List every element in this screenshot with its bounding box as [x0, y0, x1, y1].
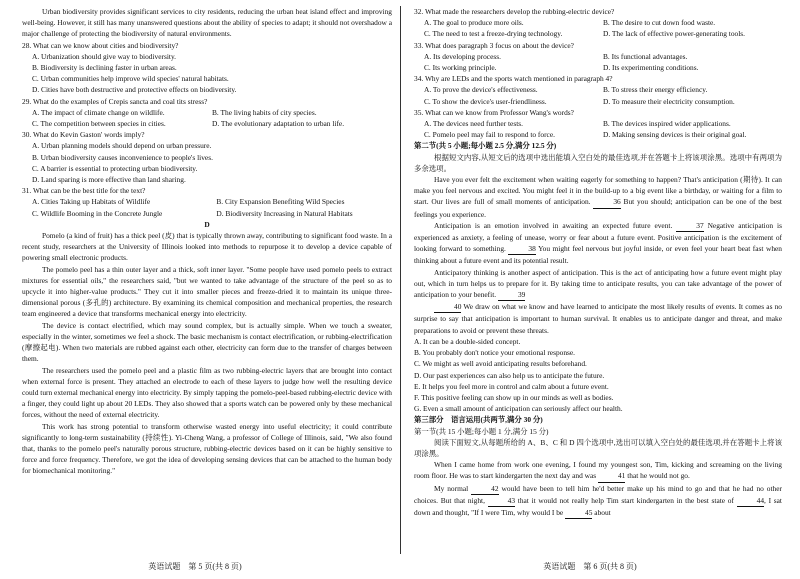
options-33 [414, 51, 782, 73]
left-page-footer: 英语试题 第 5 页(共 8 页) [148, 562, 242, 571]
blank-36: 36 [593, 196, 620, 208]
cloze-paragraph-2: My normal 42 would have been to tell him he'd better make up his mind to go and that he had no other choices. But that night, 43 that it would not really help Tim start kindergarten in the best state of 44, I sat down and thought, "If I were Tim, why would I be 45 about [414, 483, 782, 520]
section-1-title: 第一节(共 15 小题;每小题 1 分,满分 15 分) [414, 426, 549, 436]
option-sentence-g: G. Even a small amount of anticipation can seriously affect our health. [414, 404, 623, 414]
section-2-title: 第二节(共 5 小题;每小题 2.5 分,满分 12.5 分) [414, 141, 557, 151]
question-31: 31. What can be the best title for the text? [22, 186, 146, 196]
option-35c: C. Pomelo peel may fail to respond to force. [424, 130, 555, 140]
section-1-instructions: 阅读下面短文,从每题所给的 A、B、C 和 D 四个选项中,选出可以填入空白处的最佳选项,并在答题卡上将该项涂黑。 [414, 437, 782, 458]
gap-paragraph-4: 40 We draw on what we know and have learned to anticipate the most likely results of events. It comes as no surprise to say that anticipation is important to human survival. It enables us to anticipate danger and threat, and make preparations to avoid or prevent these threats. [414, 302, 782, 335]
option-28d: D. Cities have both destructive and protective effects on biodiversity. [32, 85, 237, 95]
option-31d: D. Biodiversity Increasing in Natural Habitats [216, 208, 353, 218]
question-30: 30. What do Kevin Gaston' words imply? [22, 130, 145, 140]
option-30d: D. Land sparing is more effective than land sharing. [32, 175, 186, 185]
blank-38: 38 [508, 243, 535, 255]
option-32d: D. The lack of effective power-generating tools. [603, 29, 745, 39]
question-35: 35. What can we know from Professor Wang's words? [414, 107, 574, 117]
option-30b: B. Urban biodiversity causes inconvenience to people's lives. [32, 152, 213, 162]
option-32c: C. The need to test a freeze-drying technology. [424, 29, 563, 39]
options-35 [414, 118, 782, 140]
options-29 [22, 107, 392, 129]
section-d-heading: D [204, 219, 210, 229]
option-29b: B. The living habits of city species. [212, 107, 317, 117]
question-34: 34. Why are LEDs and the sports watch mentioned in paragraph 4? [414, 74, 613, 84]
question-33: 33. What does paragraph 3 focus on about the device? [414, 40, 574, 50]
option-31c: C. Wildlife Booming in the Concrete Jungle [32, 208, 163, 218]
passage-c-last-paragraph: Urban biodiversity provides significant services to city residents, reducing the urban heat island effect and improving well-being. However, it still has many unanswered questions about the ability of species to adapt; it should not overshadow a major challenge of protecting the biodiversity of natural environments. [22, 7, 392, 39]
blank-39: 39 [498, 289, 525, 301]
passage-d-paragraph-4: The researchers used the pomelo peel and a plastic film as two rubbing-electric layers that are brought into contact when external force is present. They attached an electrode to each of these layers to judge how well the resulting device could turn external mechanical energy into electricity. By simply tapping the pomelo-peel-based rubbing-electric device with a finger, they could light up about 20 LEDs. They also showed that a sports watch can be powered only by these mechanical forces, without the need of external electricity. [22, 365, 392, 420]
right-page-footer: 英语试题 第 6 页(共 8 页) [543, 562, 637, 571]
option-35a: A. The devices need further tests. [424, 119, 523, 129]
page-divider [400, 6, 401, 554]
option-34b: B. To stress their energy efficiency. [603, 85, 708, 95]
option-34c: C. To show the device's user-friendliness. [424, 96, 547, 106]
option-sentence-c: C. We might as well avoid anticipating results beforehand. [414, 359, 587, 369]
option-34a: A. To prove the device's effectiveness. [424, 85, 538, 95]
option-sentence-a: A. It can be a double-sided concept. [414, 336, 521, 346]
option-31a: A. Cities Taking up Habitats of Wildlife [32, 197, 151, 207]
gap-paragraph-3: Anticipatory thinking is another aspect of anticipation. This is the act of anticipating how a future event might play out, which in turn helps us to prepare for it. By taking time to anticipate results, you can take advantage of the power of anticipation to your benefit. 39 [414, 267, 782, 302]
option-30c: C. A barrier is essential to protecting urban biodiversity. [32, 163, 198, 173]
options-34 [414, 84, 782, 106]
blank-43: 43 [488, 495, 515, 507]
options-32 [414, 17, 782, 39]
options-31 [22, 196, 392, 218]
blank-40: 40 [434, 301, 461, 313]
question-28: 28. What can we know about cities and biodiversity? [22, 40, 179, 50]
blank-42: 42 [471, 483, 498, 495]
option-32a: A. The goal to produce more oils. [424, 18, 524, 28]
right-page-column [414, 6, 782, 519]
passage-d-paragraph-1: Pomelo (a kind of fruit) has a thick peel (皮) that is typically thrown away, contributing to significant food waste. In a recent study, researchers at the University of Illinois looked into methods to repurpose it to develop a device capable of powering small electronic products. [22, 231, 392, 263]
option-29a: A. The impact of climate change on wildlife. [32, 107, 165, 117]
option-sentence-e: E. It helps you feel more in control and calm about a future event. [414, 381, 609, 391]
question-29: 29. What do the examples of Crepis sancta and coal tits stress? [22, 96, 208, 106]
left-page-column [22, 6, 392, 477]
option-32b: B. The desire to cut down food waste. [603, 18, 716, 28]
part-3-title: 第三部分 语言运用(共两节,满分 30 分) [414, 415, 543, 425]
passage-d-paragraph-3: The device is contact electrified, which may sound complex, but is actually simple. When we touch a sweater, especially in the winter, sometimes we feel a shock. The basic mechanism is contact electrification, or rubbing-electrification (摩擦起电). When two materials are rubbed against each other, electricity can form due to the transfer of charges between them. [22, 320, 392, 364]
option-33b: B. Its functional advantages. [603, 51, 688, 61]
option-28b: B. Biodiversity is declining faster in urban areas. [32, 63, 177, 73]
option-31b: B. City Expansion Benefiting Wild Species [216, 197, 345, 207]
option-29c: C. The competition between species in cities. [32, 119, 166, 129]
option-33c: C. Its working principle. [424, 63, 497, 73]
cloze-paragraph-1: When I came home from work one evening, I found my youngest son, Tim, kicking and screaming on the living room floor. He was to start kindergarten the next day and was 41 that he would not go. [414, 459, 782, 482]
option-35d: D. Making sensing devices is their original goal. [603, 130, 747, 140]
gap-paragraph-2: Anticipation is an emotion involved in awaiting an expected future event. 37 Negative anticipation is experienced as anxiety, a feeling of unease, worry or fear about a future event. Positive anticipation is the excitement of looking forward to something. 38 You might feel nervous but joyful inside, or even feel your heart beat fast when thinking about a future event and its potential result. [414, 220, 782, 266]
option-33a: A. Its developing process. [424, 51, 501, 61]
option-sentence-f: F. This positive feeling can show up in our minds as well as bodies. [414, 392, 614, 402]
section-2-instructions: 根据短文内容,从短文后的选项中选出能填入空白处的最佳选项,并在答题卡上将该项涂黑。选项中有两项为多余选项。 [414, 152, 782, 173]
option-34d: D. To measure their electricity consumption. [603, 96, 735, 106]
blank-45: 45 [565, 507, 592, 519]
gap-paragraph-1: Have you ever felt the excitement when waiting eagerly for something to happen? That's anticipation (期待). It can make you feel nervous and excited. You might feel it in the build-up to a big event like a birthday, or waiting for a film to start. Our lives are full of small moments of anticipation. 36 But you should; anticipation can be one of the best feelings you experience. [414, 175, 782, 219]
option-sentence-d: D. Our past experiences can also help us to anticipate the future. [414, 370, 605, 380]
option-28a: A. Urbanization should give way to biodiversity. [32, 51, 177, 61]
option-28c: C. Urban communities help improve wild species' natural habitats. [32, 74, 229, 84]
option-33d: D. Its experimenting conditions. [603, 63, 699, 73]
blank-44: 44 [737, 495, 764, 507]
passage-d-paragraph-2: The pomelo peel has a thin outer layer and a thick, soft inner layer. "Some people have used pomelo peels to extract mixtures for essential oils," the researchers said, "but we wanted to take advantage of the structure of the peel so as to upcycle it into higher-value products." They cut it into smaller pieces and freeze-dried it to maintain its unique three-dimensional porous (多孔的) architecture. By examining its chemical composition and mechanical properties, the research team engineered a device that transforms mechanical energy into electricity. [22, 264, 392, 319]
passage-d-paragraph-5: This work has strong potential to transform otherwise wasted energy into useful electricity; it could contribute significantly to long-term sustainability (持续性). Yi-Cheng Wang, a professor of College of Illinois, said, "We also found that, thanks to the pomelo peel's naturally porous structure, rubbing-electric devices based on it can be highly sensitive to force and force frequency. Therefore, we got the idea of developing sensing devices that can be attached to the human body for biomechanical monitoring." [22, 421, 392, 476]
blank-41: 41 [598, 470, 625, 482]
question-32: 32. What made the researchers develop the rubbing-electric device? [414, 7, 615, 16]
option-sentence-b: B. You probably don't notice your emotional response. [414, 348, 576, 358]
option-30a: A. Urban planning models should depend on urban pressure. [32, 141, 212, 151]
blank-37: 37 [676, 220, 703, 232]
option-35b: B. The devices inspired wider applications. [603, 119, 731, 129]
option-29d: D. The evolutionary adaptation to urban life. [212, 119, 345, 129]
